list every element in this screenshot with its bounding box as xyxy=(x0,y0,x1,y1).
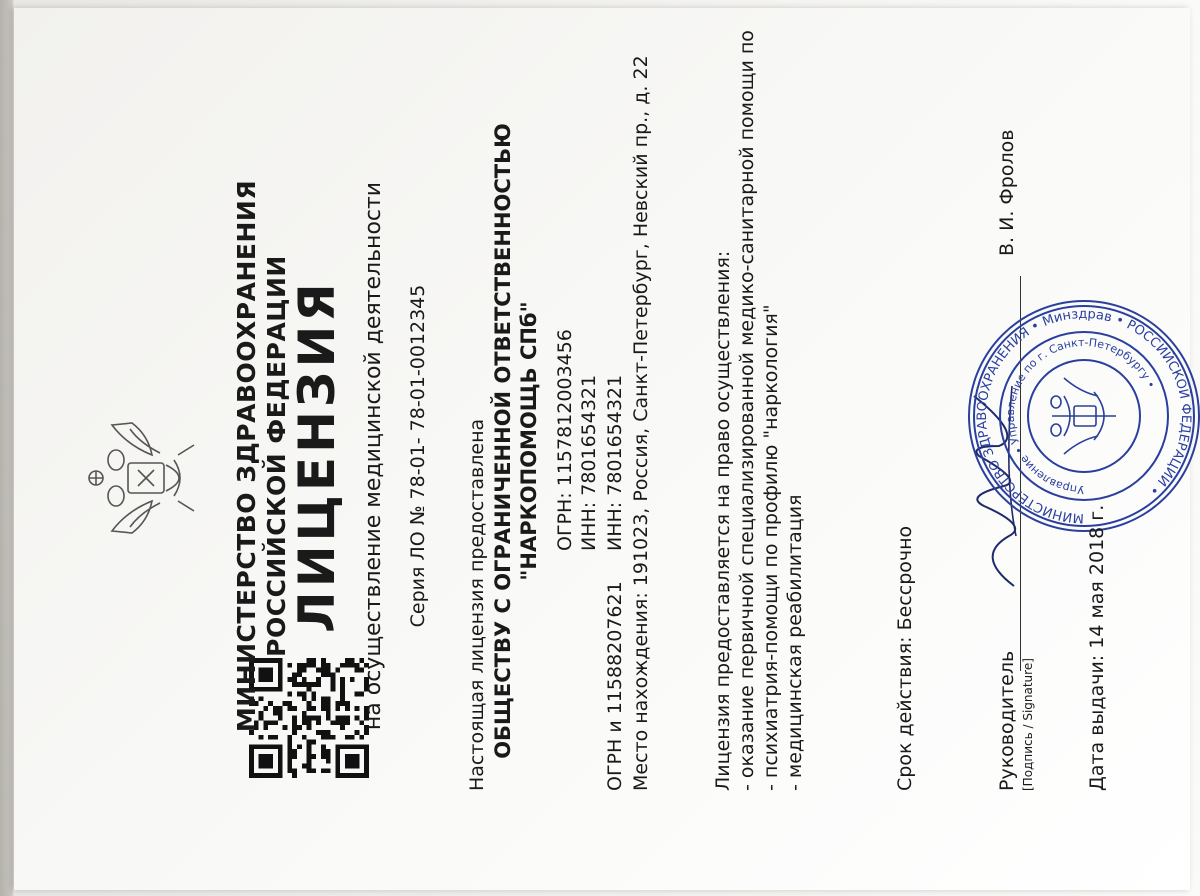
inn-second-value: ИНН: 7801654321 xyxy=(604,374,626,551)
signature-sublabel: [Подпись / Signature] xyxy=(1021,658,1035,791)
address: Место нахождения: 191023, Россия, Санкт-Петербург, Невский пр., д. 22 xyxy=(630,55,652,791)
rights-item: - психиатрия-помощи по профилю "наркология" xyxy=(760,304,782,791)
coat-of-arms-icon xyxy=(82,415,202,541)
signer-name: В. И. Фролов xyxy=(996,129,1018,256)
ministry-line-1: МИНИСТЕРСТВО ЗДРАВООХРАНЕНИЯ xyxy=(232,179,261,733)
organization-line-2: "НАРКОПОМОЩЬ СПб" xyxy=(517,301,541,581)
organization-name xyxy=(490,91,542,791)
ogrn-value: ОГРН: 1157812003456 xyxy=(554,329,576,551)
ministry-name xyxy=(232,16,292,896)
license-page xyxy=(24,16,1200,896)
issued-to-label: Настоящая лицензия предоставлена xyxy=(466,418,488,791)
ogrn-inn-label: ОГРН и 11588207621 xyxy=(604,581,626,791)
stamp-inner-text: Управление • Управление по г. Санкт-Петербургу • xyxy=(1003,335,1158,497)
page-title: ЛИЦЕНЗИЯ xyxy=(288,279,346,633)
rights-item: - медицинская реабилитация xyxy=(784,494,806,791)
license-paper xyxy=(14,8,1194,890)
signature-label: Руководитель xyxy=(996,650,1018,791)
rights-item: - оказание первичной специализированной медико-санитарной помощи по xyxy=(736,30,758,791)
issue-date: Дата выдачи: 14 мая 2018 г. xyxy=(1086,504,1108,791)
license-series: Серия ЛО № 78-01- 78-01-0012345 xyxy=(407,284,429,628)
ministry-line-2: РОССИЙСКОЙ ФЕДЕРАЦИИ xyxy=(262,255,291,657)
rights-label: Лицензия предоставляется на право осуществления: xyxy=(712,250,734,791)
organization-line-1: ОБЩЕСТВУ С ОГРАНИЧЕННОЙ ОТВЕТСТВЕННОСТЬЮ xyxy=(491,123,515,759)
inn-value: ИНН: 7801654321 xyxy=(578,374,600,551)
stamp-outer-text: МИНИСТЕРСТВО ЗДРАВООХРАНЕНИЯ • Минздрав • РОССИЙСКОЙ ФЕДЕРАЦИИ • xyxy=(974,306,1194,526)
validity: Срок действия: Бессрочно xyxy=(894,525,916,791)
official-stamp xyxy=(964,296,1200,536)
license-subtitle: на осуществление медицинской деятельности xyxy=(361,181,386,731)
